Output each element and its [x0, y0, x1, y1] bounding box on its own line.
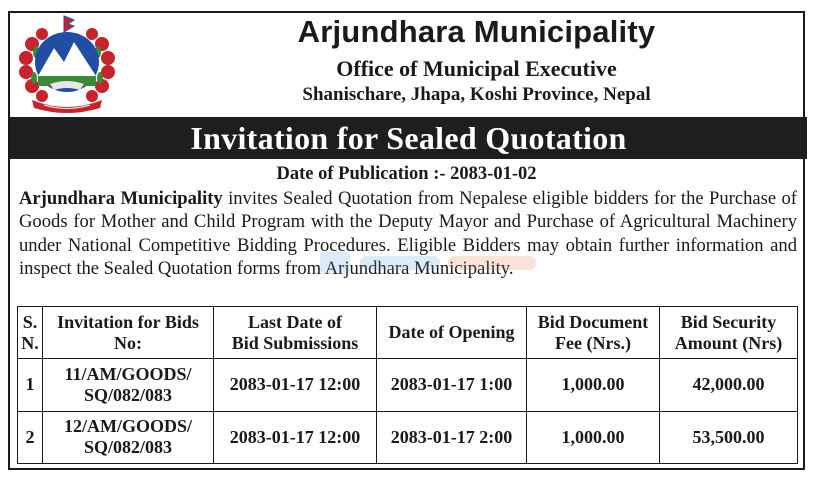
notice-banner [10, 117, 807, 159]
watermark-logo-icon [320, 246, 540, 280]
header-opening: Date of Opening [377, 307, 527, 359]
cell-sn: 2 [18, 411, 43, 464]
cell-opening: 2083-01-17 2:00 [377, 411, 527, 464]
cell-security: 42,000.00 [660, 359, 798, 412]
header-invitation: Invitation for Bids No: [43, 307, 214, 359]
table-row [18, 411, 798, 464]
table-row [18, 359, 798, 412]
cell-security: 53,500.00 [660, 411, 798, 464]
header-fee: Bid Document Fee (Nrs.) [527, 307, 660, 359]
cell-invitation: 12/AM/GOODS/ SQ/082/083 [43, 411, 214, 464]
header-last-date: Last Date of Bid Submissions [214, 307, 377, 359]
cell-opening: 2083-01-17 1:00 [377, 359, 527, 412]
table-header-row [18, 307, 798, 359]
cell-fee: 1,000.00 [527, 359, 660, 412]
cell-last-date: 2083-01-17 12:00 [214, 411, 377, 464]
cell-sn: 1 [18, 359, 43, 412]
nepal-emblem-icon [14, 14, 120, 114]
banner-title: Invitation for Sealed Quotation [190, 119, 627, 156]
office-subtitle: Office of Municipal Executive [336, 56, 617, 81]
address-line: Shanischare, Jhapa, Koshi Province, Nepal [302, 84, 651, 105]
cell-invitation: 11/AM/GOODS/ SQ/082/083 [43, 359, 214, 412]
cell-last-date: 2083-01-17 12:00 [214, 359, 377, 412]
cell-fee: 1,000.00 [527, 411, 660, 464]
header-sn: S. N. [18, 307, 43, 359]
body-text: invites Sealed Quotation from Nepalese eligible bidders for the Purchase of Goods for Mother and Child Program with the Deputy Mayor and Purchase of Agricultural Machinery under National Competitive Bidding Procedures. Eligible Bidders may obtain further information and inspect the Sealed Quotation forms from Arjundhara Municipality. [19, 188, 797, 279]
header-security: Bid Security Amount (Nrs) [660, 307, 798, 359]
body-lead: Arjundhara Municipality [19, 188, 223, 209]
publication-date: Date of Publication :- 2083-01-02 [276, 164, 537, 184]
municipality-title: Arjundhara Municipality [297, 14, 656, 49]
bids-table [17, 306, 798, 464]
